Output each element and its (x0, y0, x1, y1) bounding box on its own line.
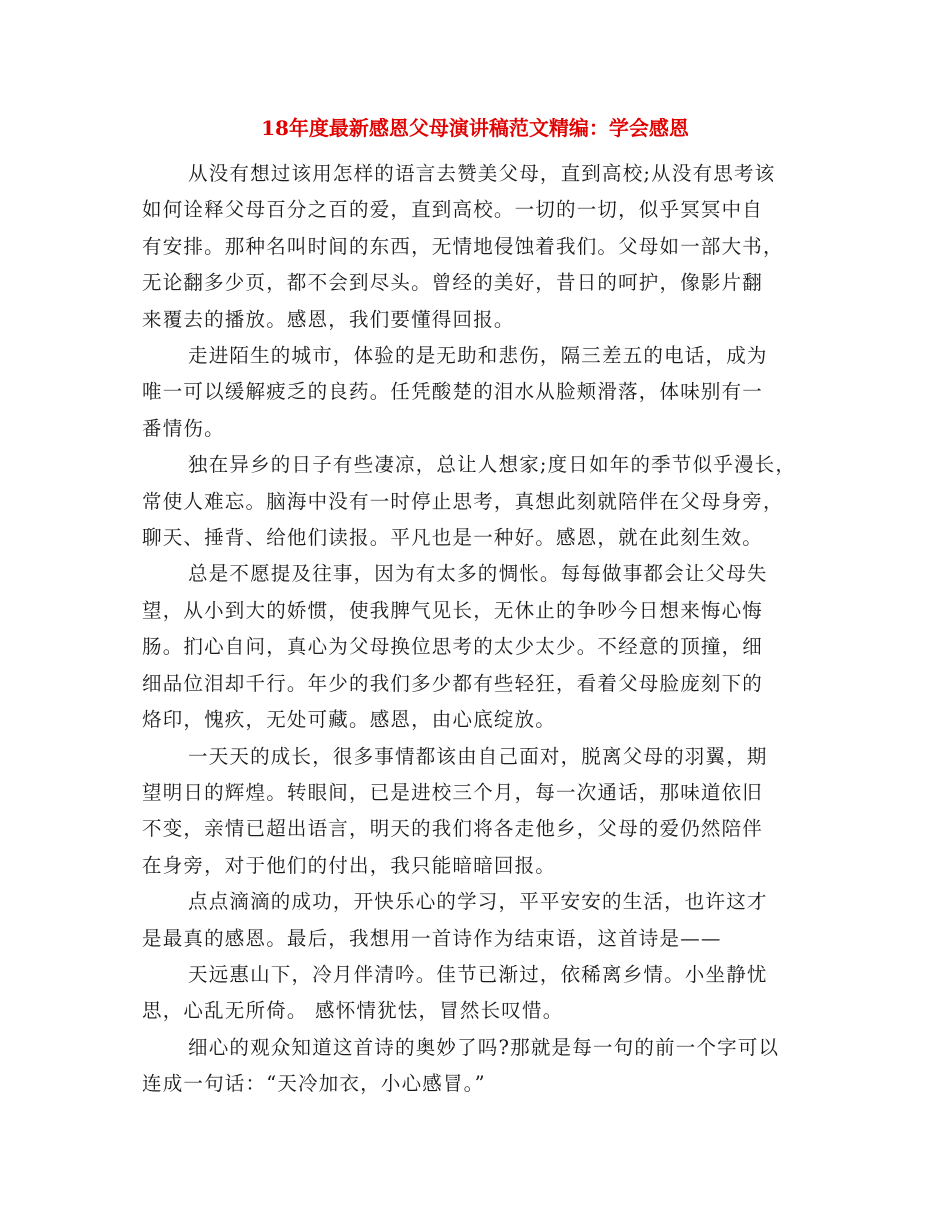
paragraph (142, 1030, 822, 1103)
paragraph (142, 338, 822, 447)
text-line: 一天天的成长，很多事情都该由自己面对，脱离父母的羽翼，期 (188, 744, 768, 768)
paragraph (142, 156, 822, 338)
paragraph (142, 739, 822, 885)
text-line: 有安排。那种名叫时间的东西，无情地侵蚀着我们。父母如一部大书， (142, 234, 784, 258)
text-line: 聊天、捶背、给他们读报。平凡也是一种好。感恩，就在此刻生效。 (142, 526, 764, 550)
text-line: 望，从小到大的娇惯，使我脾气见长，无休止的争吵今日想来悔心悔 (142, 598, 764, 622)
text-line: 如何诠释父母百分之百的爱，直到高校。一切的一切，似乎冥冥中自 (142, 198, 764, 222)
text-line: 总是不愿提及往事，因为有太多的惆怅。每每做事都会让父母失 (188, 562, 768, 586)
document-body (142, 156, 822, 1103)
text-line: 番情伤。 (142, 416, 225, 440)
text-line: 细品位泪却千行。年少的我们多少都有些轻狂，看着父母脸庞刻下的 (142, 671, 764, 695)
paragraph (142, 957, 822, 1030)
text-line: 思，心乱无所倚。 感怀情犹怯，冒然长叹惜。 (142, 999, 564, 1023)
text-line: 烙印，愧疚，无处可藏。感恩，由心底绽放。 (142, 708, 557, 732)
text-line: 天远惠山下，冷月伴清吟。佳节已渐过，依稀离乡情。小坐静忧 (188, 962, 768, 986)
text-line: 独在异乡的日子有些凄凉，总让人想家;度日如年的季节似乎漫长， (188, 453, 797, 477)
text-line: 望明日的辉煌。转眼间，已是进校三个月，每一次通话，那味道依旧 (142, 780, 764, 804)
paragraph (142, 884, 822, 957)
text-line: 不变，亲情已超出语言，明天的我们将各走他乡，父母的爱仍然陪伴 (142, 817, 764, 841)
text-line: 走进陌生的城市，体验的是无助和悲伤，隔三差五的电话，成为 (188, 344, 768, 368)
paragraph (142, 447, 822, 556)
text-line: 从没有想过该用怎样的语言去赞美父母，直到高校;从没有思考该 (188, 162, 776, 185)
text-line: 唯一可以缓解疲乏的良药。任凭酸楚的泪水从脸颊滑落，体味别有一 (142, 380, 764, 404)
text-line: 肠。扪心自问，真心为父母换位思考的太少太少。不经意的顶撞，细 (142, 635, 764, 659)
paragraph (142, 556, 822, 738)
text-line: 点点滴滴的成功，开快乐心的学习，平平安安的生活，也许这才 (188, 890, 768, 914)
text-line: 在身旁，对于他们的付出，我只能暗暗回报。 (142, 853, 557, 877)
text-line: 无论翻多少页，都不会到尽头。曾经的美好，昔日的呵护，像影片翻 (142, 271, 764, 295)
text-line: 连成一句话：“天冷加衣，小心感冒。” (142, 1072, 486, 1096)
text-line: 细心的观众知道这首诗的奥妙了吗?那就是每一句的前一个字可以 (188, 1035, 780, 1059)
document-title: 18年度最新感恩父母演讲稿范文精编：学会感恩 (261, 116, 689, 140)
text-line: 常使人难忘。脑海中没有一时停止思考，真想此刻就陪伴在父母身旁， (142, 489, 784, 513)
text-line: 是最真的感恩。最后，我想用一首诗作为结束语，这首诗是—— (142, 926, 722, 950)
text-line: 来覆去的播放。感恩，我们要懂得回报。 (142, 307, 515, 331)
